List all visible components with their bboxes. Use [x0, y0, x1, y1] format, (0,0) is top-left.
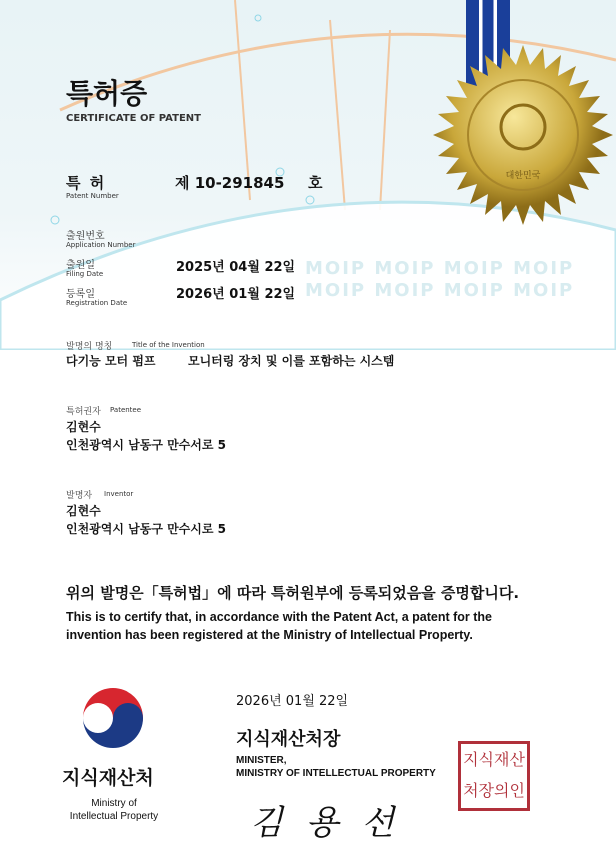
application-number-label-en: Application Number	[66, 241, 136, 249]
minister-title-en-2: MINISTRY OF INTELLECTUAL PROPERTY	[236, 768, 436, 779]
patentee-name: 김현수	[66, 420, 101, 434]
stamp-line-1: 지식재산	[463, 750, 525, 769]
patent-number-suffix: 호	[308, 174, 323, 192]
invention-label-en: Title of the Invention	[132, 341, 205, 349]
watermark: MOIP MOIP MOIP MOIP	[305, 258, 575, 279]
ministry-logo-icon	[78, 683, 148, 753]
certificate-title: 특허증	[66, 77, 148, 110]
filing-date-label-en: Filing Date	[66, 270, 104, 278]
inventor-name: 김현수	[66, 504, 101, 518]
invention-label: 발명의 명칭	[66, 342, 113, 352]
certification-korean: 위의 발명은「특허법」에 따라 특허원부에 등록되었음을 증명합니다.	[66, 584, 520, 602]
ministry-logo-en-1: Ministry of	[91, 798, 137, 809]
patent-number-label: 특 허	[66, 174, 107, 192]
registration-date-value: 2026년 01월 22일	[176, 287, 296, 302]
certification-english-2: invention has been registered at the Ministry of Intellectual Property.	[66, 628, 473, 642]
registration-date-label-en: Registration Date	[66, 299, 128, 307]
inventor-label-en: Inventor	[104, 490, 134, 498]
minister-title-en-1: MINISTER,	[236, 755, 287, 766]
watermark: MOIP MOIP MOIP MOIP	[305, 280, 575, 301]
patentee-address: 인천광역시 남동구 만수서로 5	[66, 438, 226, 452]
gold-seal	[433, 45, 613, 225]
invention-title-part2: 모니터링 장치 및 이를 포함하는 시스템	[188, 354, 395, 368]
minister-signature: 김 용 선	[250, 803, 401, 843]
filing-date-label: 출원일	[66, 260, 95, 271]
certificate-subtitle: CERTIFICATE OF PATENT	[66, 113, 201, 124]
stamp-line-2: 처장의인	[463, 781, 525, 800]
certification-english-1: This is to certify that, in accordance with the Patent Act, a patent for the	[66, 610, 492, 624]
patent-number-label-en: Patent Number	[66, 192, 119, 200]
ministry-logo-text: 지식재산처	[62, 767, 154, 789]
issue-date: 2026년 01월 22일	[236, 694, 349, 709]
svg-text:대한민국: 대한민국	[505, 171, 541, 181]
patentee-label-en: Patentee	[110, 406, 142, 414]
application-number-label: 출원번호	[66, 231, 105, 242]
patent-number-value: 제 10-291845	[175, 174, 285, 192]
registration-date-label: 등록일	[66, 289, 95, 300]
ministry-logo-en-2: Intellectual Property	[69, 811, 159, 822]
inventor-label: 발명자	[66, 491, 93, 501]
inventor-address: 인천광역시 남동구 만수시로 5	[66, 522, 226, 536]
filing-date-value: 2025년 04월 22일	[176, 260, 296, 275]
patentee-label: 특허권자	[66, 407, 101, 417]
minister-title-ko: 지식재산처장	[236, 729, 341, 750]
invention-title-part1: 다기능 모터 펌프	[66, 354, 156, 368]
official-stamp	[458, 741, 530, 811]
